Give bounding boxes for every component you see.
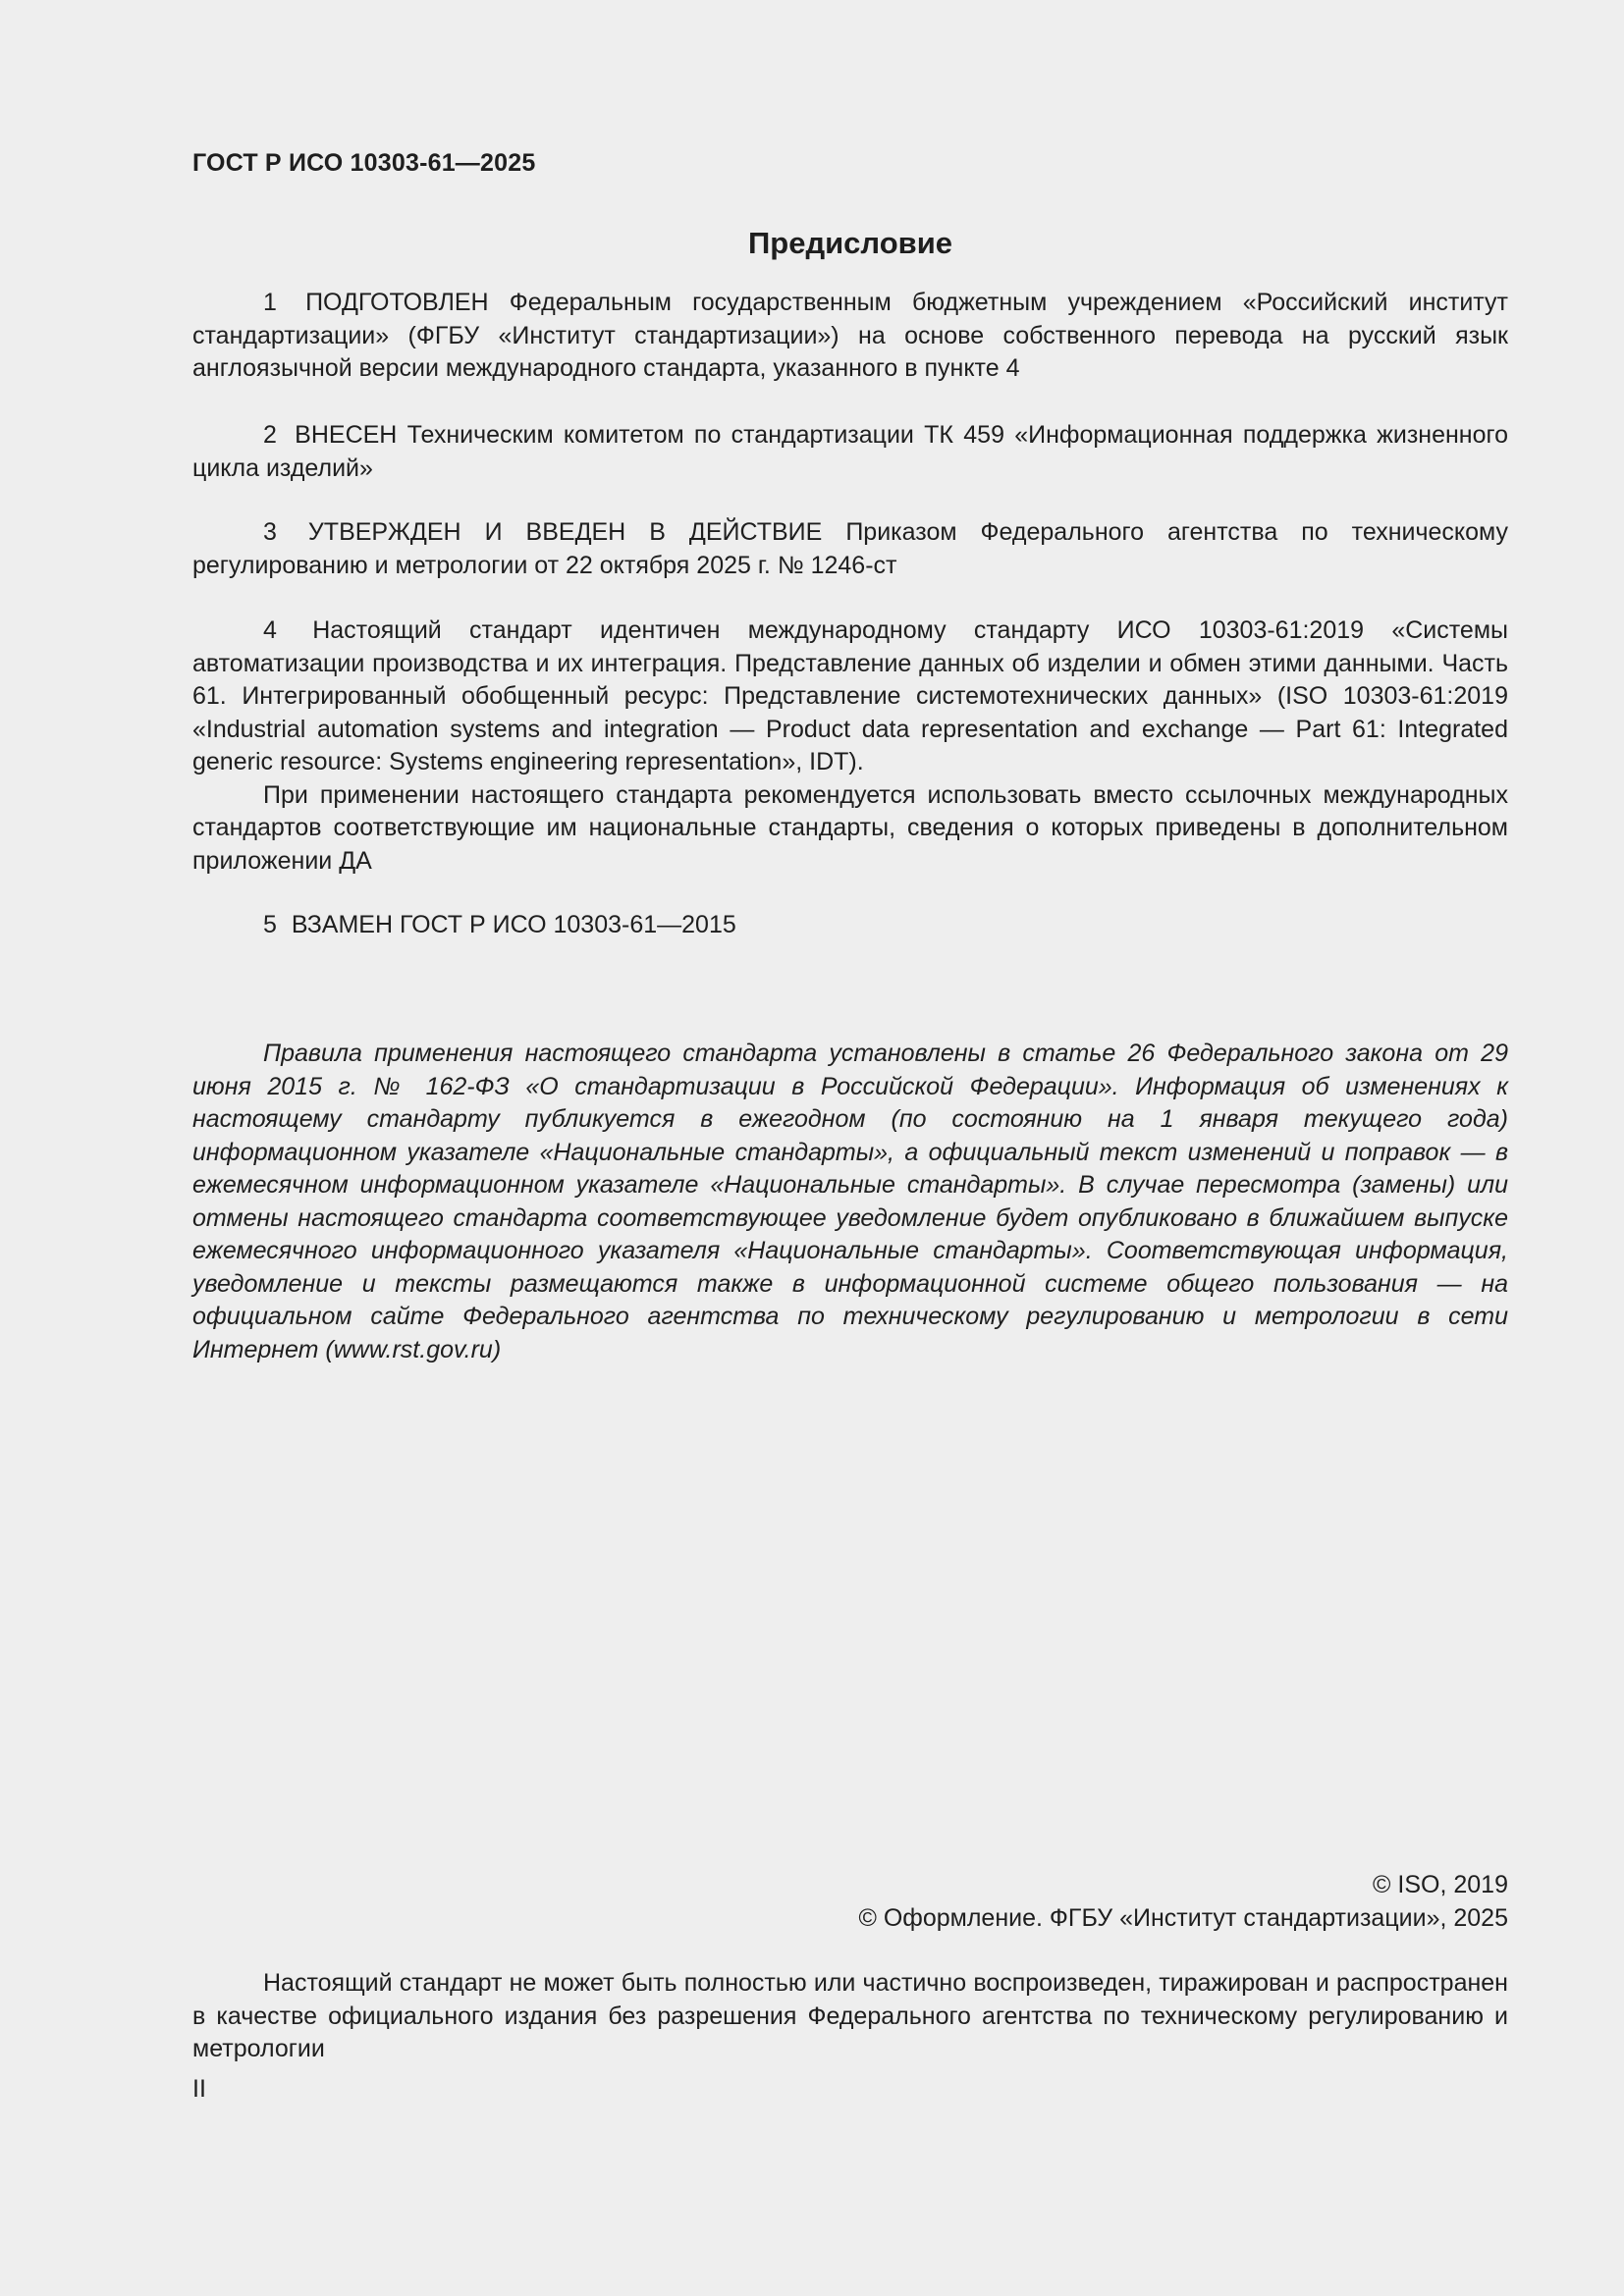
item-number: 3 [263,518,277,546]
item-4-extra-paragraph: При применении настоящего стандарта рекомендуется использовать вместо ссылочных международных стандартов соответствующие им национальные стандарты, сведения о которых приведены в дополнительном приложении ДА [192,780,1508,875]
item-text: Настоящий стандарт идентичен международному стандарту ИСО 10303-61:2019 «Системы автоматизации производства и их интеграция. Представление данных об изделии и обмен этими данными. Часть 61. Интегрированный обобщенный ресурс: Представление системотехнических данных» (ISO 10303-61:2019 «Industrial automation systems and integration — Product data representation and exchange — Part 61: Integrated generic resource: Systems engineering representation», IDT). [192,616,1508,775]
preface-item-5 [192,909,1508,942]
preface-item-2 [192,419,1508,485]
item-text: ВНЕСЕН Техническим комитетом по стандартизации ТК 459 «Информационная поддержка жизненного цикла изделий» [192,421,1508,482]
preface-item-1 [192,287,1508,386]
rules-note-text: Правила применения настоящего стандарта установлены в статье 26 Федерального закона от 29 июня 2015 г. № 162-ФЗ «О стандартизации в Российской Федерации». Информация об изменениях к настоящему стандарту публикуется в ежегодном (по состоянию на 1 января текущего года) информационном указателе «Национальные стандарты», а официальный текст изменений и поправок — в ежемесячном информационном указателе «Национальные стандарты». В случае пересмотра (замены) или отмены настоящего стандарта соответствующее уведомление будет опубликовано в ближайшем выпуске ежемесячного информационного указателя «Национальные стандарты». Соответствующая информация, уведомление и тексты размещаются также в информационной системе общего пользования — на официальном сайте Федерального агентства по техническому регулированию и метрологии в сети Интернет (www.rst.gov.ru) [192,1040,1508,1363]
item-number: 1 [263,289,277,316]
copyright-iso: © ISO, 2019 [1373,1871,1508,1898]
page-number: II [192,2075,206,2103]
reproduction-note-text: Настоящий стандарт не может быть полностью или частично воспроизведен, тиражирован и распространен в качестве официального издания без разрешения Федерального агентства по техническому регулированию и метрологии [192,1969,1508,2062]
document-code: ГОСТ Р ИСО 10303-61—2025 [192,149,536,177]
preface-item-4 [192,614,1508,878]
preface-item-3 [192,516,1508,582]
copyright-design: © Оформление. ФГБУ «Институт стандартизации», 2025 [858,1904,1508,1932]
item-number: 2 [263,421,277,449]
item-text: УТВЕРЖДЕН И ВВЕДЕН В ДЕЙСТВИЕ Приказом Федерального агентства по техническому регулированию и метрологии от 22 октября 2025 г. № 1246-ст [192,518,1508,579]
reproduction-note [192,1967,1508,2066]
item-text: ПОДГОТОВЛЕН Федеральным государственным бюджетным учреждением «Российский институт стандартизации» (ФГБУ «Институт стандартизации») на основе собственного перевода на русский язык англоязычной версии международного стандарта, указанного в пункте 4 [192,289,1508,382]
rules-note [192,1038,1508,1366]
item-number: 5 [263,911,277,938]
item-number: 4 [263,616,277,644]
page-title: Предисловие [747,226,952,260]
item-text: ВЗАМЕН ГОСТ Р ИСО 10303-61—2015 [291,911,736,938]
copyright-block [192,1868,1508,1935]
